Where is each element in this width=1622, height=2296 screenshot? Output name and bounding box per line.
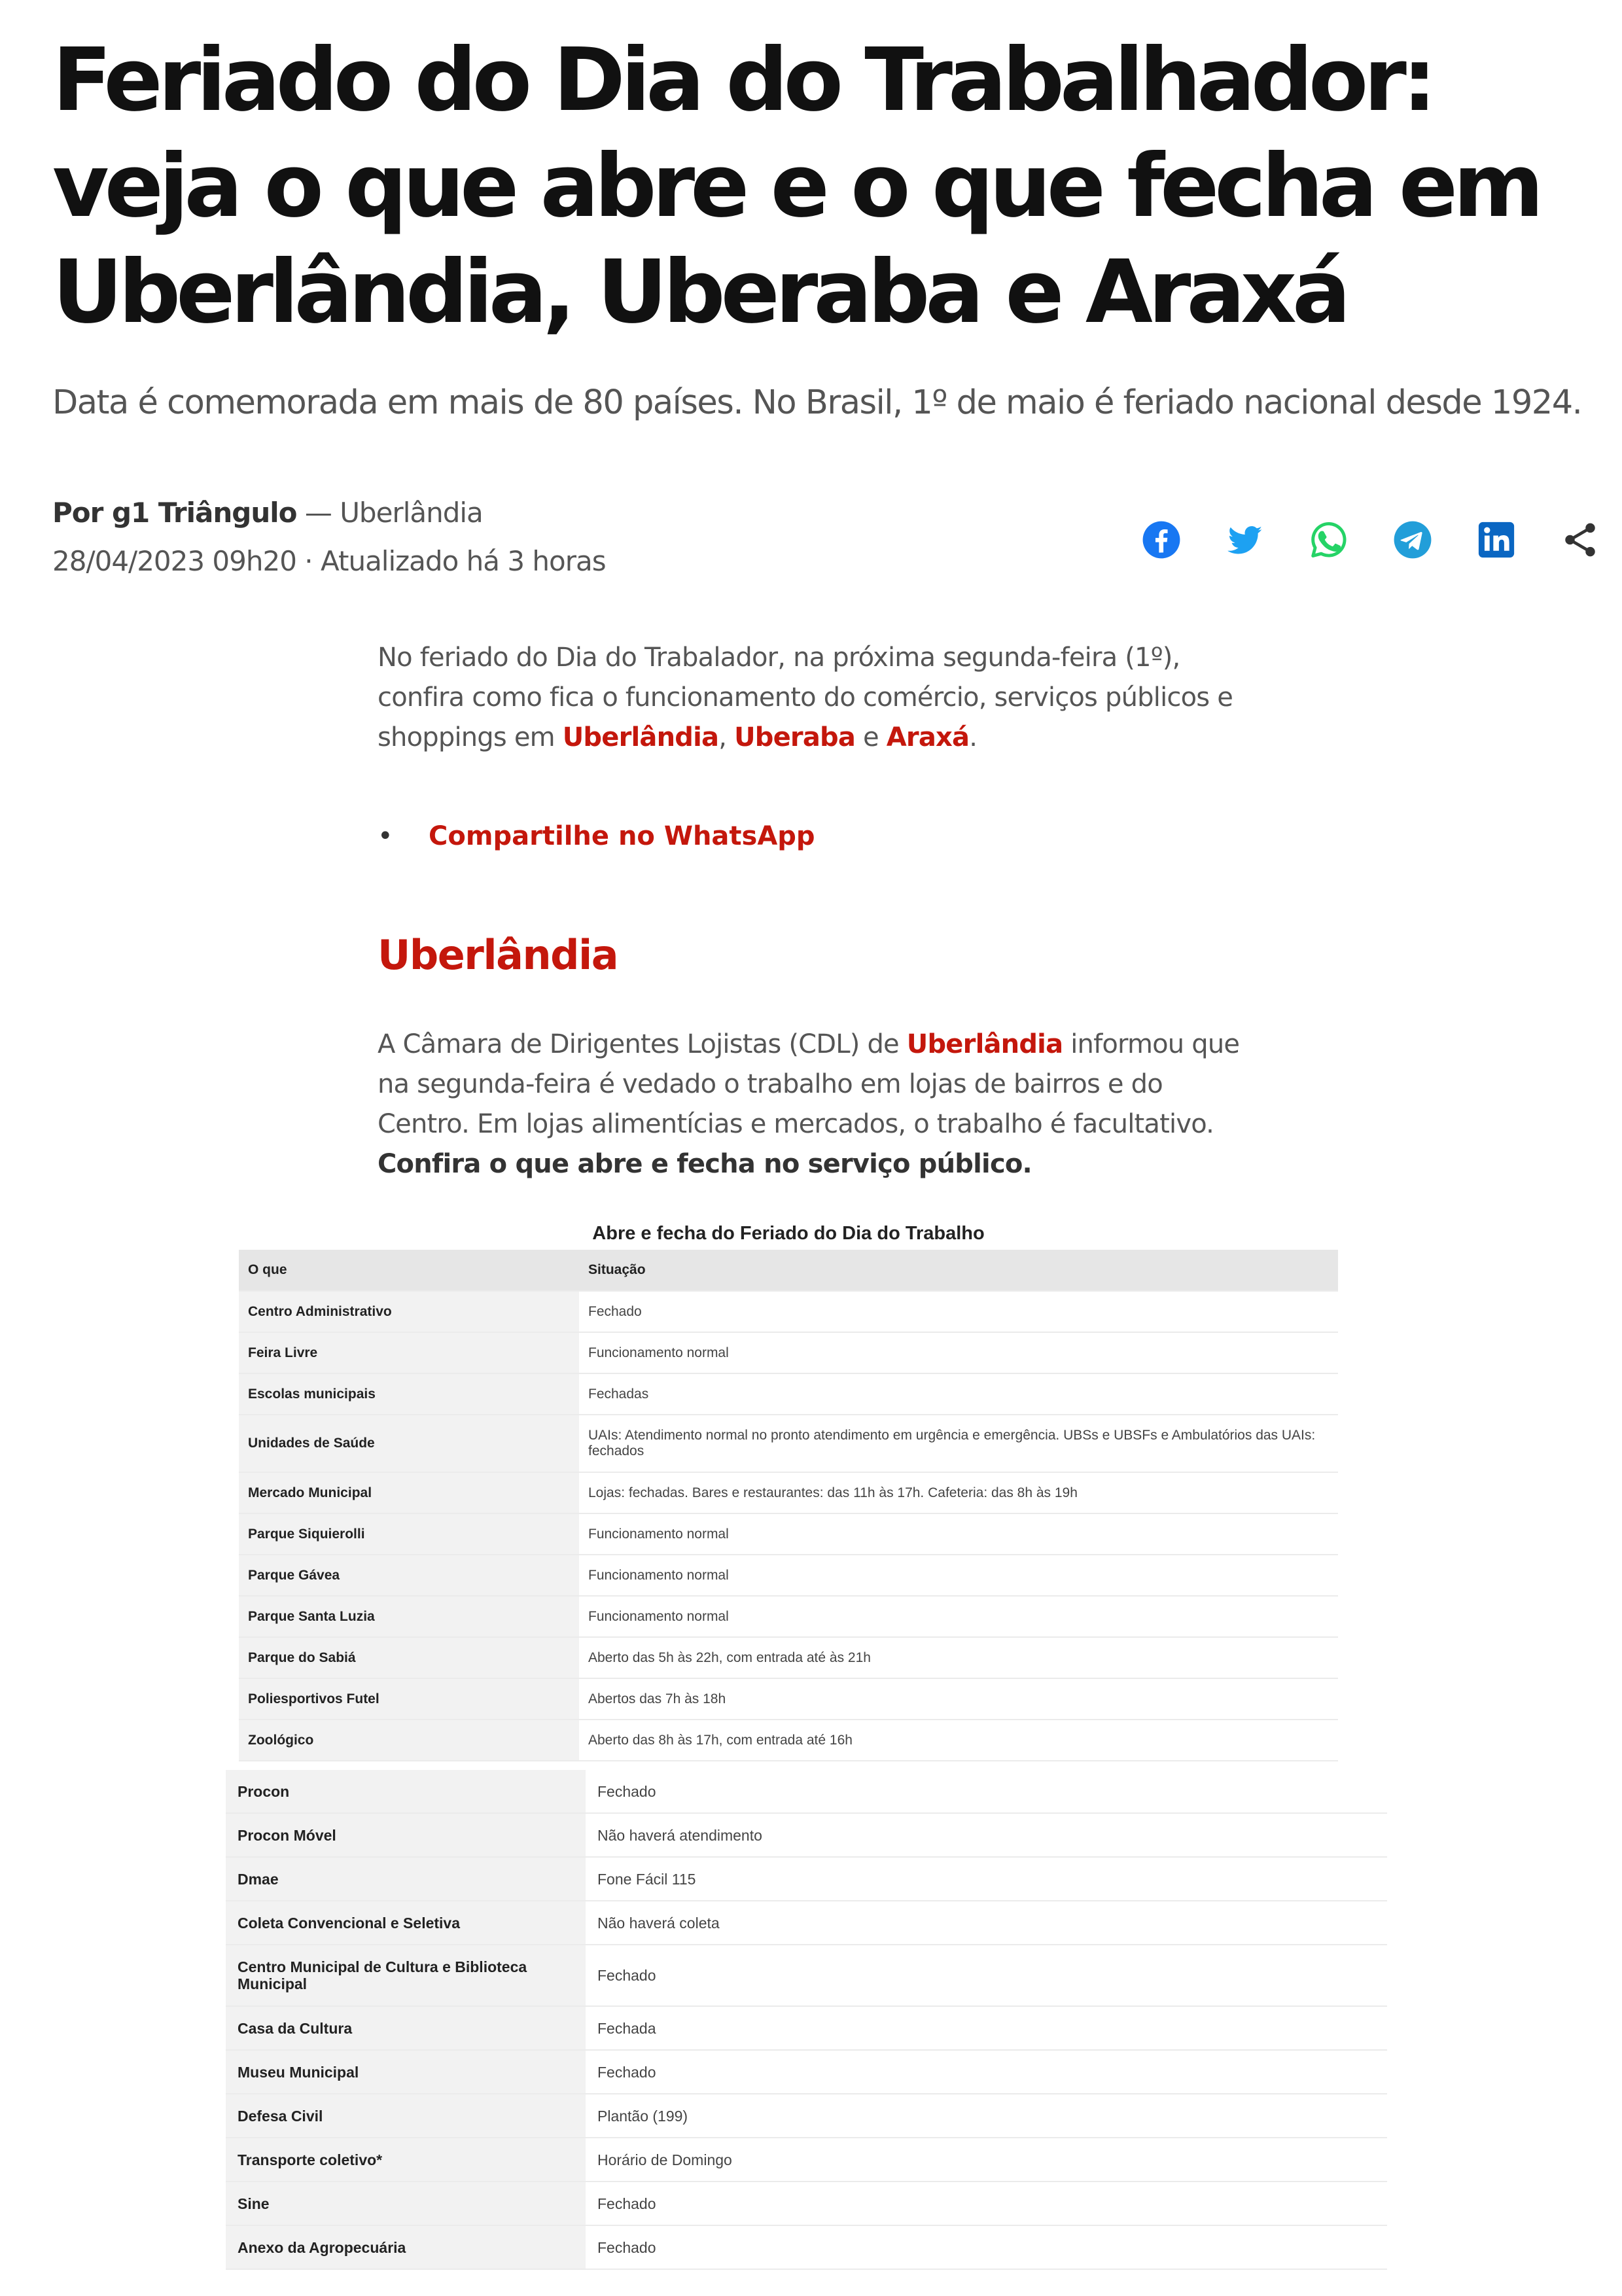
byline bbox=[52, 495, 483, 531]
service-status: Abertos das 7h às 18h bbox=[579, 1678, 1338, 1720]
service-status: Funcionamento normal bbox=[579, 1596, 1338, 1637]
table-row bbox=[239, 1415, 1338, 1472]
service-name: Dmae bbox=[226, 1857, 586, 1901]
article-subtitle: Data é comemorada em mais de 80 países. No Brasil, 1º de maio é feriado nacional desde 1924. bbox=[52, 383, 1582, 422]
column-header-o-que: O que bbox=[239, 1250, 579, 1291]
telegram-icon bbox=[1392, 520, 1433, 560]
link-araxa[interactable]: Araxá bbox=[886, 722, 970, 752]
table-row bbox=[239, 1678, 1338, 1720]
services-table bbox=[239, 1250, 1338, 1761]
link-uberlandia-cdl[interactable]: Uberlândia bbox=[906, 1029, 1063, 1059]
intro-and: e bbox=[855, 722, 887, 752]
service-name: Procon bbox=[226, 1770, 586, 1813]
telegram-share-button[interactable] bbox=[1390, 517, 1436, 563]
service-status: Fechado bbox=[579, 1291, 1338, 1332]
service-name: Escolas municipais bbox=[239, 1373, 579, 1415]
publish-date: 28/04/2023 09h20 · Atualizado há 3 horas bbox=[52, 545, 606, 577]
table-title: Abre e fecha do Feriado do Dia do Trabalho bbox=[592, 1223, 985, 1244]
service-status: Fechado bbox=[586, 1945, 1387, 2006]
linkedin-icon bbox=[1476, 520, 1517, 560]
byline-separator: — bbox=[296, 497, 340, 529]
service-name: Parque Santa Luzia bbox=[239, 1596, 579, 1637]
bullet-dot: • bbox=[378, 821, 393, 851]
linkedin-share-button[interactable] bbox=[1473, 517, 1519, 563]
whatsapp-share-button[interactable] bbox=[1306, 517, 1352, 563]
service-name: Parque Gávea bbox=[239, 1555, 579, 1596]
table-row bbox=[226, 1945, 1387, 2006]
byline-location: Uberlândia bbox=[340, 497, 483, 529]
services-table-continued bbox=[226, 1770, 1387, 2270]
service-status: Fechadas bbox=[579, 1373, 1338, 1415]
author-name[interactable]: Por g1 Triângulo bbox=[52, 497, 297, 529]
service-status: Fechado bbox=[586, 2181, 1387, 2225]
service-name: Parque Siquierolli bbox=[239, 1513, 579, 1555]
section-text-2: informou que na segunda-feira é vedado o trabalho em lojas de bairros e do Centro. Em lojas alimentícias e mercados, o trabalho é facultativo. bbox=[378, 1029, 1240, 1139]
service-name: Casa da Cultura bbox=[226, 2006, 586, 2050]
table-row bbox=[239, 1472, 1338, 1513]
section-bold-text: Confira o que abre e fecha no serviço público. bbox=[378, 1149, 1032, 1179]
twitter-icon bbox=[1225, 520, 1265, 560]
table-row bbox=[226, 2225, 1387, 2269]
table-row bbox=[239, 1373, 1338, 1415]
service-name: Zoológico bbox=[239, 1720, 579, 1761]
service-status: Lojas: fechadas. Bares e restaurantes: das 11h às 17h. Cafeteria: das 8h às 19h bbox=[579, 1472, 1338, 1513]
service-name: Procon Móvel bbox=[226, 1813, 586, 1857]
service-status: Funcionamento normal bbox=[579, 1555, 1338, 1596]
table-row bbox=[226, 1857, 1387, 1901]
table-row bbox=[239, 1332, 1338, 1373]
service-status: UAIs: Atendimento normal no pronto atendimento em urgência e emergência. UBSs e UBSFs e Ambulatórios das UAIs: fechados bbox=[579, 1415, 1338, 1472]
service-status: Horário de Domingo bbox=[586, 2138, 1387, 2181]
link-uberaba[interactable]: Uberaba bbox=[734, 722, 856, 752]
service-name: Coleta Convencional e Seletiva bbox=[226, 1901, 586, 1945]
service-name: Unidades de Saúde bbox=[239, 1415, 579, 1472]
service-name: Feira Livre bbox=[239, 1332, 579, 1373]
intro-text: No feriado do Dia do Trabalador, na próxima segunda-feira (1º), confira como fica o funcionamento do comércio, serviços públicos e shoppings em bbox=[378, 643, 1233, 752]
service-status: Fechado bbox=[586, 2225, 1387, 2269]
intro-end: . bbox=[969, 722, 978, 752]
service-name: Anexo da Agropecuária bbox=[226, 2225, 586, 2269]
section-paragraph bbox=[378, 1025, 1254, 1184]
more-share-button[interactable] bbox=[1557, 517, 1603, 563]
table-row bbox=[239, 1720, 1338, 1761]
whatsapp-bullet bbox=[378, 817, 815, 856]
service-name: Mercado Municipal bbox=[239, 1472, 579, 1513]
service-name: Centro Municipal de Cultura e Biblioteca Municipal bbox=[226, 1945, 586, 2006]
table-row bbox=[226, 2181, 1387, 2225]
service-status: Fechado bbox=[586, 2050, 1387, 2094]
column-header-situacao: Situação bbox=[579, 1250, 1338, 1291]
service-name: Defesa Civil bbox=[226, 2094, 586, 2138]
service-status: Fone Fácil 115 bbox=[586, 1857, 1387, 1901]
service-status: Fechado bbox=[586, 1770, 1387, 1813]
table-row bbox=[226, 1770, 1387, 1813]
service-name: Sine bbox=[226, 2181, 586, 2225]
service-name: Transporte coletivo* bbox=[226, 2138, 586, 2181]
whatsapp-icon bbox=[1309, 520, 1349, 560]
service-status: Fechada bbox=[586, 2006, 1387, 2050]
service-name: Centro Administrativo bbox=[239, 1291, 579, 1332]
service-status: Funcionamento normal bbox=[579, 1513, 1338, 1555]
service-name: Museu Municipal bbox=[226, 2050, 586, 2094]
service-status: Funcionamento normal bbox=[579, 1332, 1338, 1373]
service-status: Não haverá coleta bbox=[586, 1901, 1387, 1945]
service-status: Não haverá atendimento bbox=[586, 1813, 1387, 1857]
intro-comma: , bbox=[718, 722, 735, 752]
table-header-row bbox=[239, 1250, 1338, 1291]
table-row bbox=[239, 1596, 1338, 1637]
facebook-share-button[interactable] bbox=[1138, 517, 1184, 563]
intro-paragraph bbox=[378, 638, 1254, 758]
table-row bbox=[239, 1555, 1338, 1596]
table-row bbox=[239, 1291, 1338, 1332]
facebook-icon bbox=[1141, 520, 1182, 560]
service-status: Aberto das 8h às 17h, com entrada até 16h bbox=[579, 1720, 1338, 1761]
table-row bbox=[239, 1513, 1338, 1555]
share-whatsapp-link[interactable]: Compartilhe no WhatsApp bbox=[429, 821, 815, 851]
article-headline: Feriado do Dia do Trabalhador: veja o que abre e o que fecha em Uberlândia, Uberaba e Araxá bbox=[52, 30, 1540, 343]
share-bar bbox=[1138, 517, 1603, 563]
service-status: Aberto das 5h às 22h, com entrada até às 21h bbox=[579, 1637, 1338, 1678]
table-row bbox=[226, 2138, 1387, 2181]
service-status: Plantão (199) bbox=[586, 2094, 1387, 2138]
link-uberlandia[interactable]: Uberlândia bbox=[562, 722, 719, 752]
share-icon bbox=[1560, 520, 1600, 560]
section-text: A Câmara de Dirigentes Lojistas (CDL) de bbox=[378, 1029, 907, 1059]
service-name: Poliesportivos Futel bbox=[239, 1678, 579, 1720]
table-row bbox=[226, 1813, 1387, 1857]
table-row bbox=[226, 2050, 1387, 2094]
table-row bbox=[226, 2006, 1387, 2050]
table-row bbox=[239, 1637, 1338, 1678]
section-heading-uberlandia: Uberlândia bbox=[378, 931, 618, 979]
table-row bbox=[226, 1901, 1387, 1945]
service-name: Parque do Sabiá bbox=[239, 1637, 579, 1678]
table-row bbox=[226, 2094, 1387, 2138]
twitter-share-button[interactable] bbox=[1222, 517, 1268, 563]
